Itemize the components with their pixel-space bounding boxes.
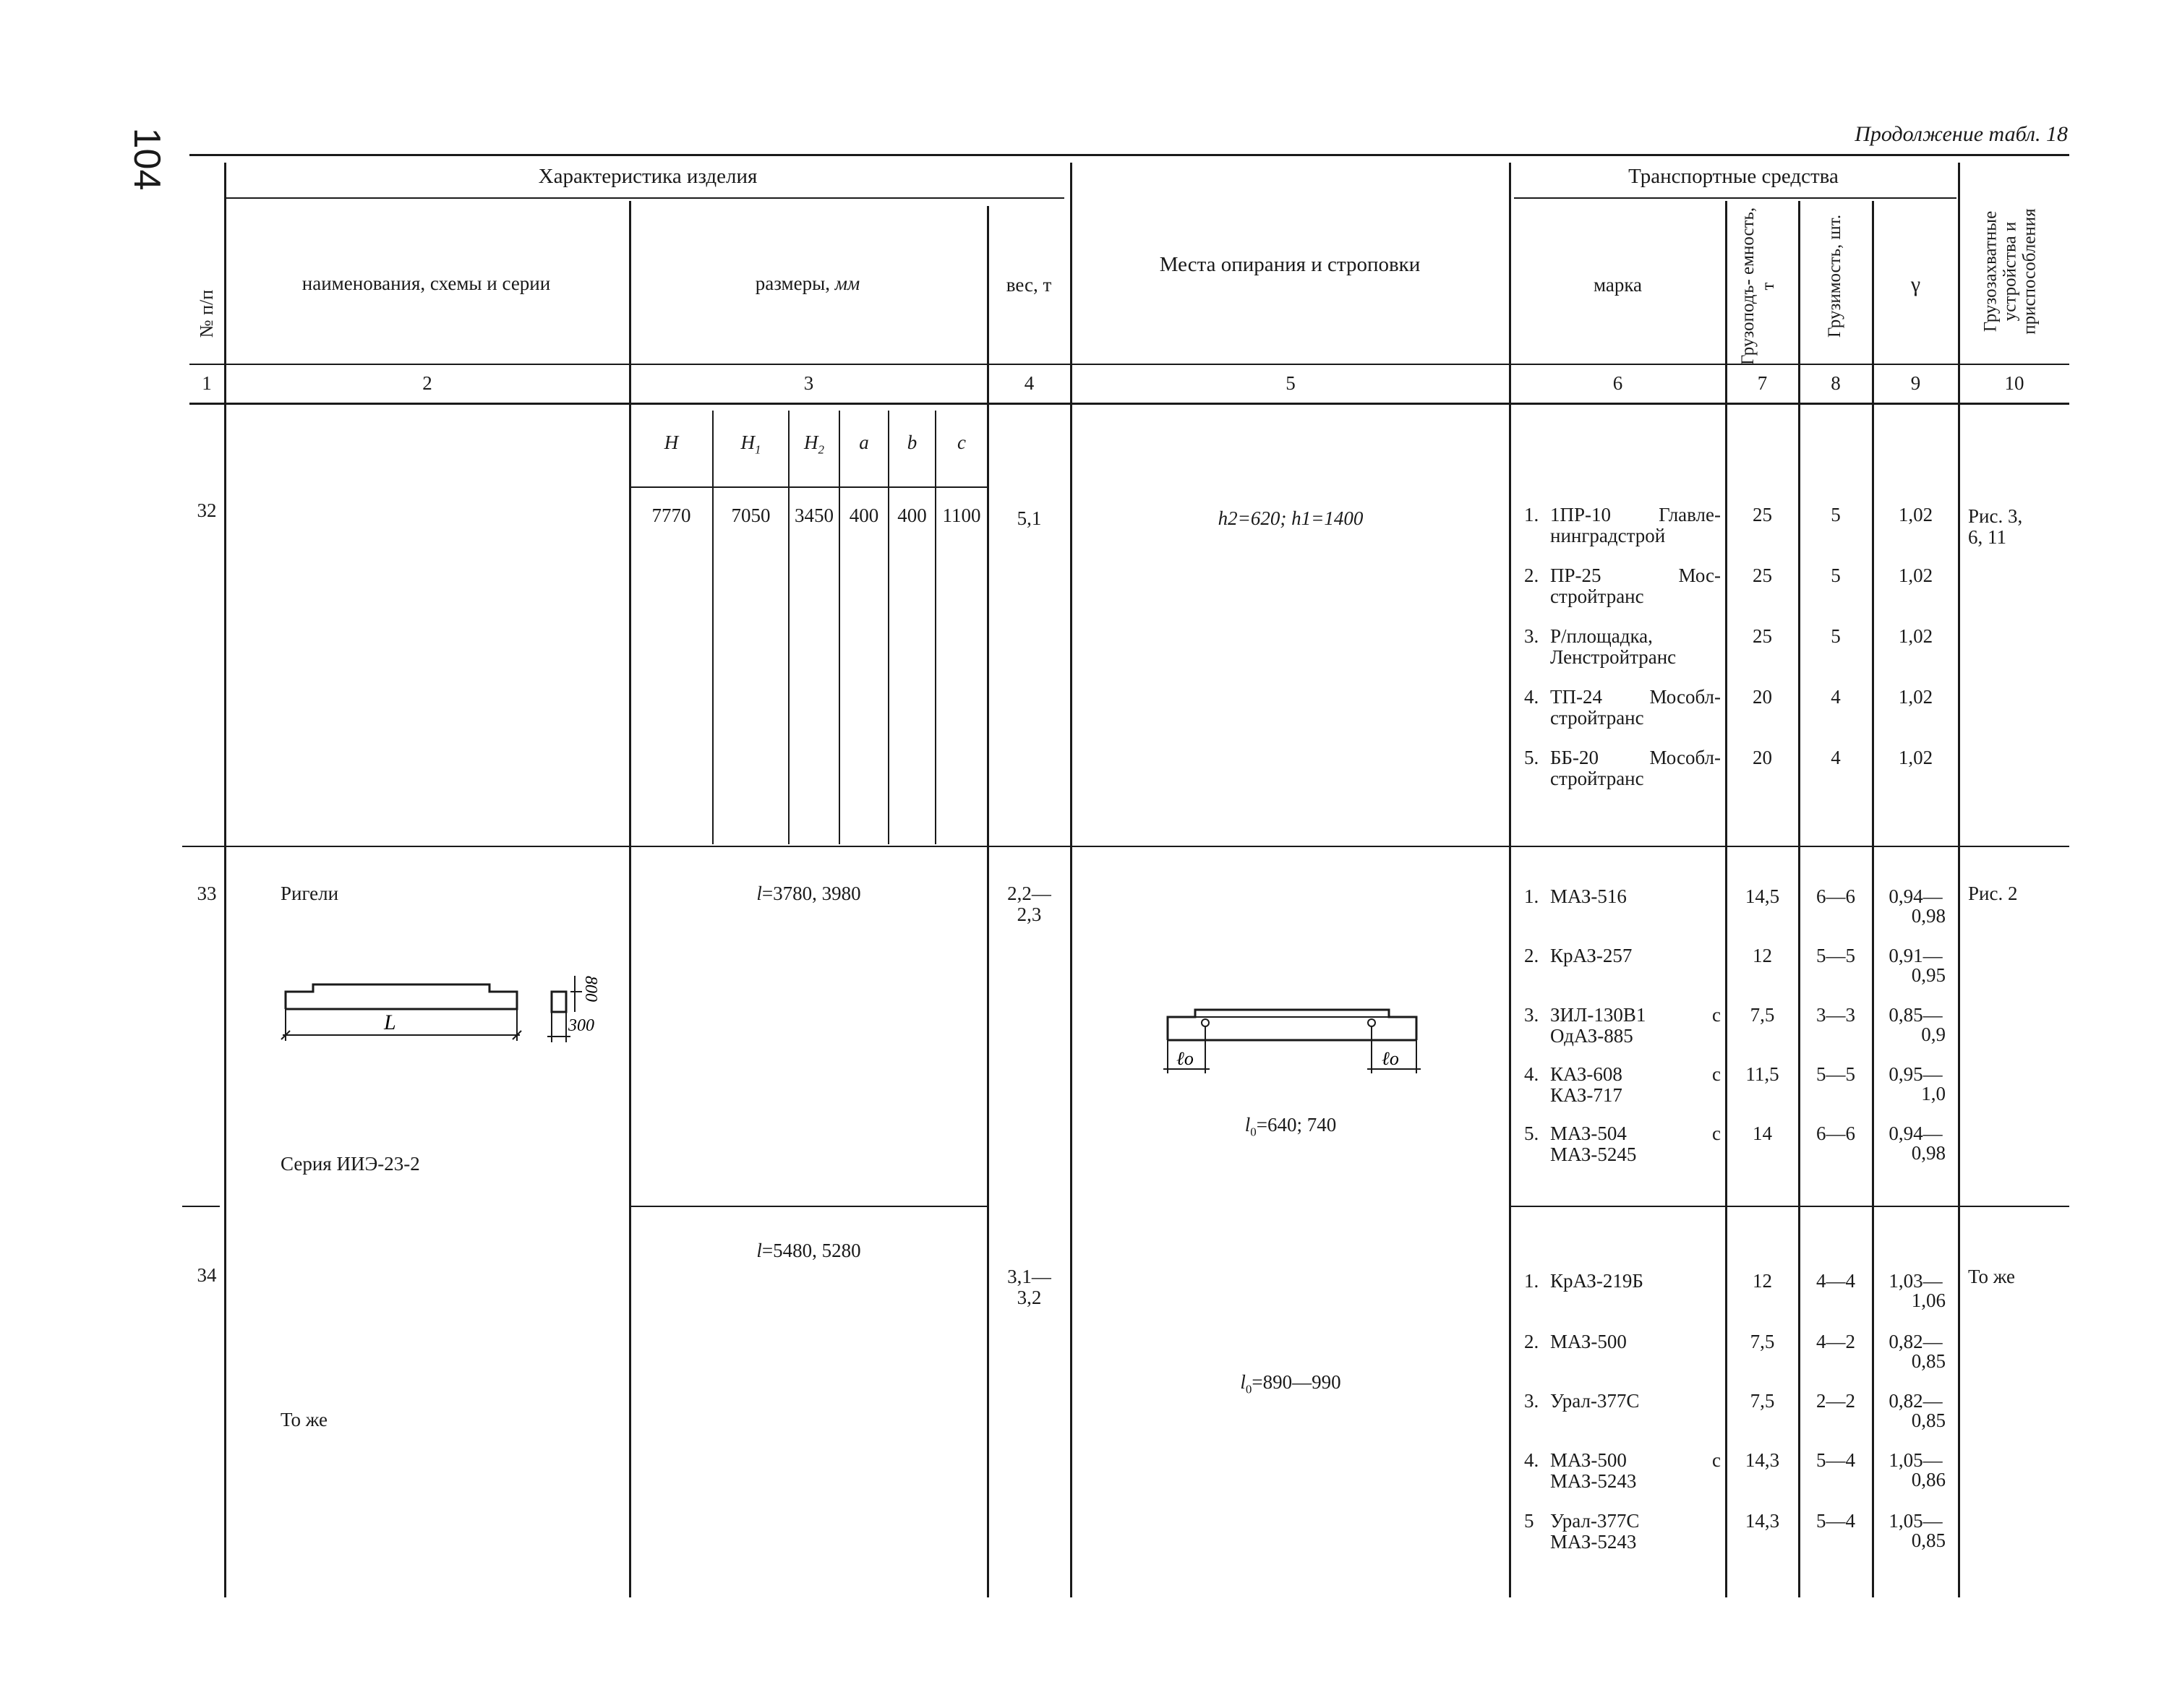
vehicle-number: 2. [1524, 945, 1539, 966]
row33-series: Серия ИИЭ-23-2 [281, 1153, 420, 1175]
vehicle-brand-line2: стройтранс [1550, 707, 1644, 729]
vehicle-number: 3. [1524, 1004, 1539, 1026]
vehicle-load-qty: 5—4 [1816, 1510, 1855, 1532]
vehicle-gamma-line2: 0,85 [1911, 1350, 1946, 1372]
vehicle-number: 5 [1524, 1510, 1534, 1532]
dim-b: b [907, 432, 918, 453]
vehicle-gamma: 0,94— [1889, 885, 1943, 907]
row34-support: $l_0=890—990$ [1240, 1371, 1341, 1396]
vehicle-brand: ТП-24 [1550, 686, 1602, 708]
column-numbers-top-rule [189, 364, 2069, 365]
row33-weight [988, 883, 1070, 925]
vehicle-brand-line2: стройтранс [1550, 768, 1644, 789]
vehicle-number: 3. [1524, 1390, 1539, 1412]
vehicle-brand-suffix: с [1712, 1449, 1721, 1471]
vehicle-capacity: 14,5 [1745, 885, 1780, 907]
vehicle-brand-line2: МАЗ-5245 [1550, 1143, 1637, 1165]
row34-lifting: То же [1968, 1266, 2015, 1287]
dim-H1-sub: 1 [755, 442, 761, 457]
vehicle-capacity: 7,5 [1750, 1331, 1775, 1352]
dims-header-rule [630, 486, 987, 488]
dim-c: c [957, 432, 966, 453]
vehicle-brand-line2: стройтранс [1550, 585, 1644, 607]
vehicle-brand-suffix: Мособл- [1649, 747, 1721, 768]
vehicle-brand: ПР-25 [1550, 565, 1601, 586]
header-transport: Транспортные средства [1628, 165, 1839, 188]
row33-lifting: Рис. 2 [1968, 883, 2018, 904]
vehicle-gamma: 0,94— [1889, 1123, 1943, 1144]
vehicle-number: 4. [1524, 1063, 1539, 1085]
vehicle-gamma: 0,82— [1889, 1331, 1943, 1352]
vehicle-load-qty: 5 [1831, 565, 1841, 586]
vehicle-capacity: 11,5 [1745, 1063, 1779, 1085]
colnum-4: 4 [1024, 372, 1035, 394]
vehicle-brand-line2: МАЗ-5243 [1550, 1470, 1637, 1492]
header-weight: вес, т [1006, 274, 1052, 296]
table-caption: Продолжение табл. 18 [1855, 122, 2068, 146]
row-divider-33-34-transport [1510, 1206, 2069, 1207]
vehicle-capacity: 14,3 [1745, 1449, 1780, 1471]
dim-H-value: 7770 [651, 505, 691, 526]
vehicle-gamma-line2: 0,98 [1911, 1142, 1946, 1164]
vehicle-load-qty: 5—5 [1816, 945, 1855, 966]
vehicle-load-qty: 4—2 [1816, 1331, 1855, 1352]
vehicle-capacity: 20 [1753, 686, 1772, 708]
transport-rule [1514, 197, 1956, 199]
row33-weight-a: 2,2— [1007, 883, 1051, 904]
dim-H2-value: 3450 [795, 505, 834, 526]
colnum-6: 6 [1612, 372, 1623, 394]
vline [987, 405, 989, 1597]
colnum-3: 3 [803, 372, 814, 394]
row32-lifting-a: Рис. 3, [1968, 505, 2023, 527]
vehicle-brand: МАЗ-500 [1550, 1449, 1627, 1471]
vehicle-load-qty: 2—2 [1816, 1390, 1855, 1412]
vehicle-brand-suffix: с [1712, 1004, 1721, 1026]
support-lo-label-right: ℓo [1382, 1048, 1399, 1069]
vehicle-number: 2. [1524, 1331, 1539, 1352]
dim-H1: $H_1$ [740, 432, 761, 457]
vehicle-number: 2. [1524, 565, 1539, 586]
vline [712, 411, 714, 844]
row-divider-33-34-left [182, 1206, 220, 1207]
vehicle-capacity: 25 [1753, 625, 1772, 647]
vehicle-gamma-line2: 1,06 [1911, 1289, 1946, 1311]
row34-weight [988, 1266, 1070, 1308]
header-support: Места опирания и строповки [1159, 253, 1421, 276]
dim-a-value: 400 [849, 505, 879, 526]
beam-width-label: 300 [568, 1016, 594, 1035]
vehicle-capacity: 12 [1753, 1270, 1772, 1292]
vehicle-gamma-line2: 0,98 [1911, 905, 1946, 927]
support-lo-label-left: ℓo [1176, 1048, 1194, 1069]
row32-num: 32 [197, 499, 217, 521]
header-sizes-unit: мм [834, 272, 860, 294]
vehicle-number: 5. [1524, 747, 1539, 768]
vehicle-gamma-line2: 0,86 [1911, 1469, 1946, 1490]
vehicle-load-qty: 6—6 [1816, 885, 1855, 907]
vehicle-brand-suffix: Мособл- [1649, 686, 1721, 708]
page-number: 104 [126, 127, 168, 191]
vehicle-gamma: 0,85— [1889, 1004, 1943, 1026]
vehicle-gamma-line2: 1,0 [1921, 1083, 1946, 1104]
vehicle-brand-suffix: с [1712, 1123, 1721, 1144]
vehicle-gamma: 1,02 [1898, 625, 1933, 647]
colnum-9: 9 [1910, 372, 1921, 394]
row33-dims: l=3780, 3980 [756, 883, 861, 904]
row32-lifting [1968, 506, 2069, 548]
vehicle-capacity: 25 [1753, 565, 1772, 586]
header-brand: марка [1593, 274, 1643, 296]
dim-H1-value: 7050 [731, 505, 771, 526]
vehicle-capacity: 14,3 [1745, 1510, 1780, 1532]
row34-num: 34 [197, 1264, 217, 1286]
vehicle-load-qty: 4—4 [1816, 1270, 1855, 1292]
colnum-8: 8 [1831, 372, 1841, 394]
vehicle-load-qty: 3—3 [1816, 1004, 1855, 1026]
vehicle-brand: Урал-377С [1550, 1390, 1640, 1412]
vehicle-brand-suffix: Мос- [1678, 565, 1721, 586]
vehicle-brand: МАЗ-516 [1550, 885, 1627, 907]
vehicle-gamma: 0,82— [1889, 1390, 1943, 1412]
vehicle-capacity: 20 [1753, 747, 1772, 768]
vline [224, 405, 226, 1597]
colnum-5: 5 [1286, 372, 1296, 394]
vehicle-brand-line2: ОдАЗ-885 [1550, 1025, 1633, 1047]
vehicle-gamma-line2: 0,85 [1911, 1409, 1946, 1431]
vline [935, 411, 936, 844]
vehicle-number: 4. [1524, 686, 1539, 708]
vehicle-load-qty: 5—5 [1816, 1063, 1855, 1085]
vline [1509, 405, 1511, 1597]
header-lifting: Грузозахватные устройства и приспособления [1980, 208, 2040, 335]
row33-support: $l_0=640$; 740 [1244, 1114, 1337, 1139]
vehicle-capacity: 25 [1753, 504, 1772, 525]
vehicle-gamma: 1,02 [1898, 747, 1933, 768]
header-sizes [630, 273, 985, 293]
row32-lifting-b: 6, 11 [1968, 526, 2006, 548]
row-divider-32-33 [182, 846, 2069, 847]
vehicle-gamma: 1,03— [1889, 1270, 1943, 1292]
vline [1070, 405, 1072, 1597]
vehicle-gamma: 1,02 [1898, 565, 1933, 586]
vehicle-brand: КрАЗ-219Б [1550, 1270, 1643, 1292]
vehicle-brand-line2: КАЗ-717 [1550, 1084, 1622, 1106]
vehicle-brand: КрАЗ-257 [1550, 945, 1633, 966]
dim-H: H [664, 432, 679, 453]
row34-name: То же [281, 1409, 328, 1430]
dim-H2: $H_2$ [804, 432, 824, 457]
vehicle-brand-suffix: Главле- [1659, 504, 1721, 525]
vehicle-number: 1. [1524, 1270, 1539, 1292]
beam-length-label: L [384, 1010, 396, 1034]
header-name: наименования, схемы и серии [301, 272, 551, 294]
vehicle-brand-line2: нинградстрой [1550, 525, 1666, 546]
vehicle-number: 3. [1524, 625, 1539, 647]
characteristic-rule [226, 197, 1064, 199]
beam-height-label: 800 [581, 976, 600, 1002]
vehicle-load-qty: 4 [1831, 747, 1841, 768]
colnum-1: 1 [202, 372, 212, 394]
vehicle-gamma-line2: 0,95 [1911, 964, 1946, 986]
vehicle-brand: ББ-20 [1550, 747, 1599, 768]
vehicle-brand-line2: МАЗ-5243 [1550, 1531, 1637, 1553]
dim-c-value: 1100 [942, 505, 981, 526]
vehicle-load-qty: 5—4 [1816, 1449, 1855, 1471]
header-load-qty: Грузимость, шт. [1825, 214, 1844, 338]
vehicle-brand: Р/площадка, [1550, 625, 1653, 647]
vehicle-number: 4. [1524, 1449, 1539, 1471]
vehicle-load-qty: 6—6 [1816, 1123, 1855, 1144]
vehicle-gamma: 0,91— [1889, 945, 1943, 966]
header-bottom-rule [189, 403, 2069, 405]
vline [629, 405, 631, 1597]
vehicle-load-qty: 5 [1831, 625, 1841, 647]
vehicle-load-qty: 5 [1831, 504, 1841, 525]
vehicle-brand: Урал-377С [1550, 1510, 1640, 1532]
colnum-7: 7 [1757, 372, 1768, 394]
row33-weight-b: 2,3 [1017, 904, 1042, 925]
dim-a: a [859, 432, 869, 453]
row34-dims: l=5480, 5280 [756, 1240, 861, 1261]
beam-schematic [278, 961, 600, 1091]
vline [839, 411, 840, 844]
vehicle-brand-suffix: с [1712, 1063, 1721, 1085]
row33-num: 33 [197, 883, 217, 904]
vehicle-gamma: 1,02 [1898, 686, 1933, 708]
vehicle-gamma: 1,02 [1898, 504, 1933, 525]
row32-weight: 5,1 [1017, 507, 1042, 529]
vehicle-gamma: 1,05— [1889, 1449, 1943, 1471]
vline [888, 411, 889, 844]
vehicle-brand: КАЗ-608 [1550, 1063, 1622, 1085]
vehicle-number: 5. [1524, 1123, 1539, 1144]
vehicle-gamma: 0,95— [1889, 1063, 1943, 1085]
header-sizes-prefix: размеры, [755, 272, 830, 294]
vline [1958, 405, 1960, 1597]
vehicle-load-qty: 4 [1831, 686, 1841, 708]
row34-weight-a: 3,1— [1007, 1266, 1051, 1287]
vehicle-brand-line2: Ленстройтранс [1550, 646, 1677, 668]
colnum-2: 2 [422, 372, 432, 394]
vehicle-brand: 1ПР-10 [1550, 504, 1612, 525]
vehicle-number: 1. [1524, 504, 1539, 525]
header-capacity: Грузоподъ- емность, т [1738, 207, 1778, 366]
header-num: № п/п [196, 289, 217, 338]
row34-weight-b: 3,2 [1017, 1287, 1042, 1308]
dim-b-value: 400 [897, 505, 927, 526]
vehicle-brand: МАЗ-504 [1550, 1123, 1627, 1144]
vehicle-number: 1. [1524, 885, 1539, 907]
vehicle-capacity: 7,5 [1750, 1390, 1775, 1412]
table-top-rule [189, 154, 2069, 156]
vehicle-capacity: 14 [1753, 1123, 1772, 1144]
vehicle-capacity: 7,5 [1750, 1004, 1775, 1026]
vline [1958, 163, 1960, 403]
vehicle-gamma-line2: 0,85 [1911, 1529, 1946, 1551]
row32-support: h2=620; h1=1400 [1218, 507, 1364, 529]
vehicle-brand: ЗИЛ-130В1 [1550, 1004, 1646, 1026]
support-schematic [1160, 1001, 1435, 1088]
row33-name: Ригели [281, 883, 339, 904]
vehicle-brand: МАЗ-500 [1550, 1331, 1627, 1352]
vehicle-gamma: 1,05— [1889, 1510, 1943, 1532]
header-characteristic: Характеристика изделия [538, 165, 758, 188]
colnum-10: 10 [2004, 372, 2024, 394]
row-divider-33-34-dims [630, 1206, 987, 1207]
header-gamma: γ [1910, 272, 1921, 296]
vehicle-capacity: 12 [1753, 945, 1772, 966]
dim-H2-sub: 2 [818, 442, 824, 457]
vline [1070, 163, 1072, 403]
vehicle-gamma-line2: 0,9 [1921, 1023, 1946, 1045]
vline [788, 411, 790, 844]
